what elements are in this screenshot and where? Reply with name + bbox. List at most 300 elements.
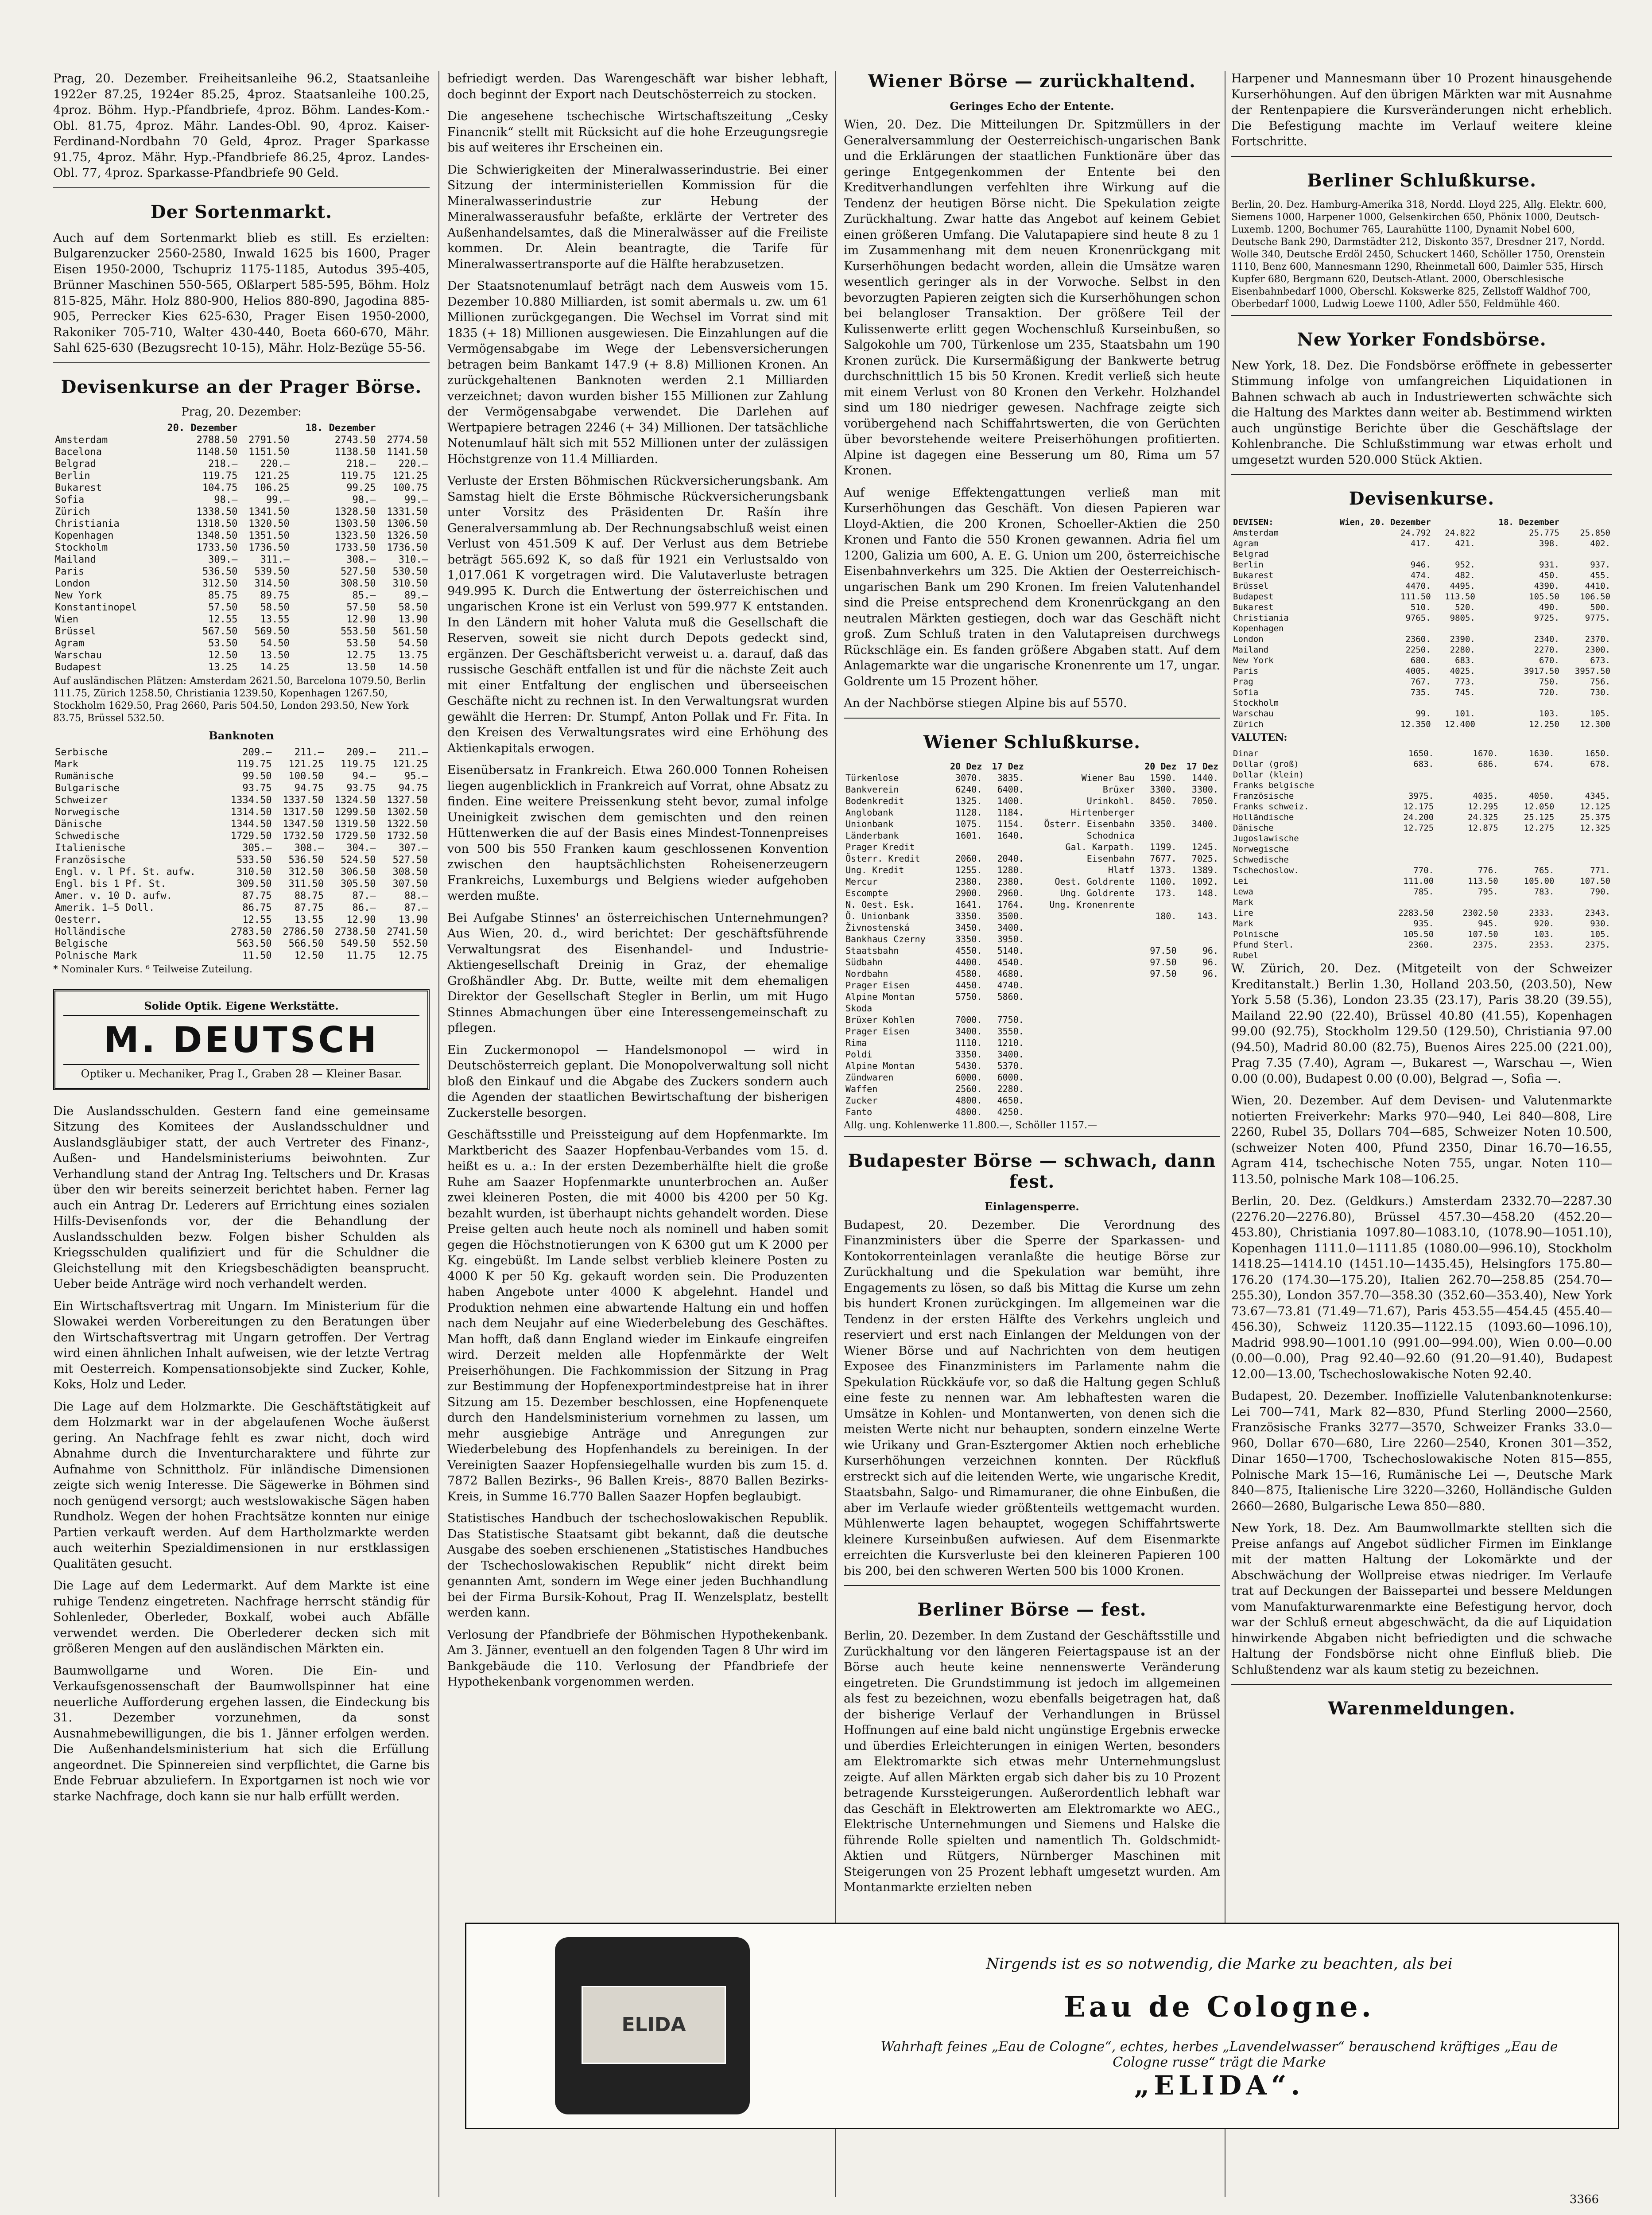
wiener-kurs-value: Österr. Eisenbahn (1044, 818, 1135, 829)
wien-devisen-value (1477, 549, 1561, 560)
wiener-kurs-value: 3500. (997, 910, 1024, 921)
wiener-kurs-value: 173. (1155, 887, 1177, 898)
banknoten-value: 1319.50 (334, 818, 376, 830)
devisen-value: 1306.50 (387, 518, 428, 529)
wiener-schlusskurse-note: Allg. ung. Kohlenwerke 11.800.—, Schöller 1157.— (844, 1119, 1097, 1131)
devisen-label: London (55, 578, 90, 589)
wien-valuten-label: Dinar (1233, 749, 1259, 758)
wien-devisen-value: 4005. (1405, 666, 1431, 676)
wien-valuten-value (1371, 769, 1436, 780)
devisen-row (53, 458, 430, 470)
devisen-value: 89.— (404, 590, 428, 601)
banknoten-value: 305.— (242, 842, 272, 854)
devisen-value: 58.50 (260, 602, 290, 613)
devisen-value: 1733.50 (196, 542, 238, 553)
article-paragraph: Statistisches Handbuch der tschechoslowakischen Republik. Das Statistische Staatsamt gibt bekannt, daß die deutsche Ausgabe des soeben erschienenen „Statistisches Handbuches der Tschechoslowakischen Republik“ nicht direkt beim genannten Amt, sondern im Wege einer jeden Buchhandlung bei der Firma Bursik-Kohout, Prag II. Wenzelsplatz, bestellt werden kann. (447, 1512, 828, 1620)
devisen-value: 119.75 (341, 470, 376, 482)
devisen-label: Warschau (55, 649, 102, 661)
banknoten-value: 1314.50 (230, 806, 272, 818)
wiener-kurs-value (1026, 1106, 1136, 1118)
wien-devisen-value (1477, 623, 1561, 634)
banknoten-value: 211.— (294, 746, 324, 758)
wiener-kurs-value: 3070. (955, 772, 982, 783)
wien-devisen-value: 4495. (1450, 581, 1475, 591)
wien-valuten-label: Franks schweiz. (1233, 802, 1309, 812)
wien-valuten-table (1231, 748, 1612, 961)
devisen-row (53, 470, 430, 482)
wien-valuten-value: 24.325 (1468, 812, 1498, 822)
devisen-header: 18. Dezember (305, 422, 376, 434)
wien-valuten-value: 107.50 (1580, 876, 1610, 886)
wien-devisen-value (1433, 623, 1477, 634)
devisen-value: 99.— (266, 494, 290, 505)
banknoten-value: 94.— (352, 770, 376, 782)
divider (53, 187, 430, 188)
article-paragraph: Ein Zuckermonopol — Handelsmonopol — wird in Deutschösterreich geplant. Die Monopolverwaltung soll nicht bloß den Einkauf und die Abgabe des Zuckers sondern auch die Agenden der staatlichen Bewirtschaftung der bisherigen Zuckerstelle besorgen. (447, 1043, 828, 1120)
wiener-kurs-value: 1280. (997, 864, 1024, 875)
wien-valuten-value: 105.50 (1403, 929, 1434, 939)
wiener-kurs-label: Prager Eisen (845, 979, 910, 991)
devisen-value: 54.50 (260, 637, 290, 649)
wiener-kurs-row (844, 945, 1220, 956)
wiener-kurs-value: Hlatf (1108, 864, 1135, 875)
article-paragraph: Die Lage auf dem Ledermarkt. Auf dem Markte ist eine ruhige Tendenz eingetreten. Nachfrage herrscht ständig für Sohlenleder, Oberleder, Boxkalf, wobei auch Abfälle verwendet werden. Die Oberlederer decken sich mit größeren Mengen auf den ausländischen Märkten ein. (53, 1579, 430, 1655)
wiener-kurs-value: 1110. (955, 1037, 982, 1048)
banknoten-label: Engl. bis 1 Pf. St. (55, 878, 167, 890)
wien-devisen-value: 937. (1590, 560, 1610, 570)
devisen-label: Stockholm (55, 542, 108, 553)
wien-valuten-row (1231, 748, 1612, 759)
banknoten-value: 566.50 (288, 938, 324, 949)
wien-devisen-row (1231, 591, 1612, 602)
wiener-kurs-label: Ung. Kredit (845, 864, 904, 875)
wien-devisen-value: 756. (1590, 677, 1610, 687)
devisen-row (53, 602, 430, 614)
wien-valuten-value: 920. (1534, 919, 1555, 929)
devisen-value: 309.— (208, 554, 238, 565)
wien-devisen-value: 767. (1410, 677, 1431, 687)
wien-valuten-value: 111.00 (1403, 876, 1434, 886)
wiener-kurs-value: Hirtenberger (1070, 807, 1135, 818)
wiener-kurs-value: Urinkohl. (1086, 795, 1135, 806)
wien-devisen-row (1231, 687, 1612, 698)
wiener-kurs-value (1026, 1049, 1136, 1060)
devisen-value: 1338.50 (196, 506, 238, 517)
devisen-value: 220.— (260, 458, 290, 470)
wiener-kurs-value: 7677. (1150, 853, 1177, 864)
wien-valuten-row (1231, 833, 1612, 844)
banknoten-label: Norwegische (55, 806, 120, 818)
ad-brand-name: „ELIDA“. (1134, 2070, 1305, 2101)
banknoten-value: 1347.50 (283, 818, 324, 830)
wiener-kurs-row (844, 1037, 1220, 1049)
wien-valuten-row (1231, 876, 1612, 886)
wiener-kurs-value (1026, 1060, 1136, 1072)
wiener-kurs-label: Türkenlose (845, 772, 899, 783)
article-paragraph: Verlosung der Pfandbriefe der Böhmischen Hypothekenbank. Am 3. Jänner, eventuell an den folgenden Tagen 8 Uhr wird im Bankgebäude die 110. Verlosung der Pfandbriefe der Hypothekenbank vorgenommen werden. (447, 1628, 828, 1689)
wiener-kurs-row (844, 1095, 1220, 1106)
wien-valuten-value: 113.50 (1468, 876, 1498, 886)
wiener-kurs-value (1026, 1037, 1136, 1049)
devisen-value: 553.50 (341, 626, 376, 637)
wien-valuten-row (1231, 769, 1612, 780)
prague-devisen-table (53, 422, 430, 673)
wien-valuten-value (1556, 833, 1612, 844)
banknoten-value: 12.90 (346, 914, 376, 925)
wien-devisen-value: 111.50 (1400, 592, 1431, 602)
column-rule (438, 71, 439, 2197)
wiener-kurs-row (844, 991, 1220, 1003)
wien-devisen-label: Budapest (1233, 592, 1274, 602)
wiener-kurs-row (844, 853, 1220, 864)
wiener-kurs-label: Österr. Kredit (845, 853, 920, 864)
wien-valuten-value: 771. (1590, 866, 1610, 875)
banknoten-value: 12.50 (294, 950, 324, 961)
devisen-label: Brüssel (55, 626, 96, 637)
wien-devisen-label: Christiania (1233, 613, 1289, 623)
banknoten-row (53, 806, 430, 818)
devisen-value: 13.55 (260, 614, 290, 625)
devisen-value: 1323.50 (334, 530, 376, 541)
banknoten-value: 312.50 (288, 866, 324, 878)
banknoten-value: 308.50 (392, 866, 428, 878)
wien-valuten-label: Holländische (1233, 812, 1294, 822)
banknoten-value: 87.75 (242, 890, 272, 902)
devisen-row (53, 566, 430, 578)
col4-articles (1231, 961, 1612, 1678)
banknoten-value: 209.— (242, 746, 272, 758)
article-paragraph: Budapest, 20. Dezember. Inoffizielle Valutenbanknotenkurse: Lei 700—741, Mark 82—830, Pfund Sterling 2000—2560, Französische Franks 3277—3570, Schweizer Franks 33.0—960, Dollar 670—680, Lire 2260—2540, Kronen 301—352, Dinar 1650—1700, Tschechoslowakische Noten 815—855, Polnische Mark 15—16, Rumänische Lei —, Deutsche Mark 840—875, Italienische Lire 3220—3260, Holländische Gulden 2660—2680, Bulgarische Lewa 850—880. (1231, 1389, 1612, 1513)
wien-devisen-value: 673. (1590, 656, 1610, 665)
wiener-kurs-value (1179, 807, 1220, 818)
wiener-kurs-value: 2060. (955, 853, 982, 864)
wien-devisen-label: Agram (1233, 539, 1259, 548)
wiener-kurs-row (844, 1072, 1220, 1083)
banknoten-label: Schwedische (55, 830, 120, 842)
banknoten-value: 121.25 (392, 758, 428, 770)
wiener-kurs-value (1026, 910, 1136, 922)
wiener-kurs-value: 3300. (1150, 784, 1177, 795)
wiener-kurs-value (1179, 933, 1220, 945)
wien-valuten-value: 1670. (1473, 749, 1498, 758)
wien-devisen-value: 12.250 (1529, 719, 1559, 729)
wien-devisen-row (1231, 538, 1612, 549)
heading-devisenkurse-prag: Devisenkurse an der Prager Börse. (61, 376, 422, 397)
banknoten-row (53, 866, 430, 878)
devisen-row (53, 626, 430, 637)
devisen-value: 100.75 (392, 482, 428, 494)
wiener-kurs-row (844, 876, 1220, 887)
banknoten-value: 311.50 (288, 878, 324, 890)
banknoten-value: 2741.50 (387, 926, 428, 937)
wiener-kurs-row (844, 1049, 1220, 1060)
devisen-value: 1141.50 (387, 446, 428, 458)
devisen-value: 1303.50 (334, 518, 376, 529)
wiener-kurs-value: 143. (1197, 910, 1218, 921)
wien-valuten-value (1556, 855, 1612, 865)
devisen-value: 308.— (346, 554, 376, 565)
wiener-kurs-value: 3400. (997, 922, 1024, 933)
wien-devisen-value: 455. (1590, 571, 1610, 580)
wien-valuten-value: 683. (1413, 759, 1434, 769)
elida-eau-de-cologne-ad (465, 1923, 1619, 2129)
divider (1231, 474, 1612, 475)
wien-devisen-value: 670. (1539, 656, 1559, 665)
wiener-kurs-value (1136, 1049, 1178, 1060)
wien-devisen-table (1231, 517, 1612, 730)
wiener-kurs-row (844, 1003, 1220, 1014)
banknoten-row (53, 842, 430, 854)
deutsch-optiker-ad (53, 989, 430, 1090)
wien-valuten-label: Schwedische (1233, 855, 1289, 865)
devisen-value: 1328.50 (334, 506, 376, 517)
wien-valuten-value: 12.125 (1580, 802, 1610, 812)
wiener-kurs-value (1136, 830, 1178, 841)
wien-valuten-value (1371, 844, 1436, 855)
banknoten-value: 93.75 (242, 782, 272, 794)
devisen-value: 53.50 (208, 637, 238, 649)
wien-devisen-value: 2280. (1450, 645, 1475, 655)
wien-valuten-value: 686. (1477, 759, 1498, 769)
heading-banknoten: Banknoten (209, 729, 274, 742)
wiener-kurs-value: 1075. (955, 818, 982, 829)
banknoten-value: 524.50 (341, 854, 376, 866)
wiener-kurs-label: Staatsbahn (845, 945, 899, 956)
wiener-kurs-label: Alpine Montan (845, 991, 915, 1002)
devisen-value: 89.75 (260, 590, 290, 601)
wien-valuten-value: 12.875 (1468, 823, 1498, 833)
wiener-kurs-value (1136, 1026, 1178, 1037)
wien-valuten-row (1231, 929, 1612, 940)
devisen-value: 57.50 (208, 602, 238, 613)
wien-valuten-value: 795. (1477, 887, 1498, 897)
bottle-label: ELIDA (582, 1986, 726, 2064)
wien-valuten-value: 945. (1477, 919, 1498, 929)
wiener-kurs-value: 7050. (1191, 795, 1218, 806)
wiener-kurs-label: Bodenkredit (845, 795, 904, 806)
article-paragraph: Verluste der Ersten Böhmischen Rückversicherungsbank. Am Samstag hielt die Erste Böhmische Rückversicherungsbank unter Vorsitz des Präsidenten Dr. Rašín ihre Generalversammlung ab. Der Rechnungsabschluß weist einen Verlust von 451.509 K auf. Der Verlust aus dem Betriebe beträgt 565.692 K, so daß für 1921 ein Verlustsaldo von 1,017.061 K vorgetragen wird. Die Valutaverluste betragen 949.995 K. Durch die Entwertung der österreichischen und ungarischen Krone ist ein Verlust von 599.977 K entstanden. In den Ländern mit hoher Valuta muß die Gesellschaft die Reserven, soweit sie nicht durch Depots gedeckt sind, ergänzen. Der Geschäftsbericht verweist u. a. darauf, daß das russische Geschäft entfallen ist und für die nächste Zeit auch mit einer Entfaltung der englischen und überseeischen Geschäfte nicht zu rechnen ist. In den Verwaltungsrat wurden gewählt die Herren: Dr. Stumpf, Anton Pollak und Fr. Fita. In den Kreisen des Verwaltungsrates wird eine Erhöhung des Aktienkapitals erwogen. (447, 474, 828, 755)
wiener-kurs-value: 4740. (997, 979, 1024, 991)
article-paragraph: Geschäftsstille und Preissteigung auf dem Hopfenmarkte. Im Marktbericht des Saazer Hopfenbau-Verbandes vom 15. d. heißt es u. a.: In der ersten Dezemberhälfte hielt die große Ruhe am Saazer Hopfenmarkte ununterbrochen an. Außer zwei kleineren Posten, die mit 4000 bis 4200 per 50 Kg. bezahlt wurden, ist überhaupt nichts gehandelt worden. Diese Preise gelten auch heute noch als nominell und haben somit gegen die Höchstnotierungen von K 6300 gut um K 2000 per Kg. eingebüßt. Im Lande selbst verblieb kleinere Posten zu 4000 K per 50 Kg. gekauft worden sein. Die Produzenten haben Angebote unter 4000 K abgelehnt. Handel und Produktion nehmen eine abwartende Haltung ein und hoffen nach dem Neujahr auf eine Wiederbelebung des Geschäftes. Man hofft, daß dann England wieder im Einkaufe eingreifen wird. Derzeit melden alle Hopfenmärkte der Welt Preiserhöhungen. Die Fachkommission der Sitzung in Prag zur Bestimmung der Hopfenexportmindestpreise hat in ihrer Sitzung am 15. Dezember beschlossen, eine Hopfenenquete durch den Handelsministerium vornehmen zu lassen, um mehr ausgiebige Anträge und Anregungen zur Wiederbelebung des Hopfenhandels zu bereinigen. In der Vereinigten Saazer Hopfensiegelhalle wurden bis zum 15. d. 7872 Ballen Bezirks-, 96 Ballen Kreis-, 8870 Ballen Bezirks-Kreis, in Summe 16.770 Ballen Saazer Hopfen beglaubigt. (447, 1128, 828, 1504)
wien-devisen-label: Amsterdam (1233, 528, 1279, 538)
wiener-kurs-value: 1210. (997, 1037, 1024, 1048)
wiener-kurs-label: Zucker (845, 1095, 878, 1106)
heading-new-yorker-fondsboerse: New Yorker Fondsbörse. (1297, 329, 1547, 350)
wien-devisen-header: 18. Dezember (1498, 517, 1559, 527)
wien-valuten-value (1371, 833, 1436, 844)
banknoten-value: 1322.50 (387, 818, 428, 830)
banknoten-value: 304.— (346, 842, 376, 854)
devisen-row (53, 542, 430, 554)
wiener-kurs-value: 1590. (1150, 772, 1177, 783)
banknoten-row (53, 890, 430, 902)
wiener-kurs-row (844, 795, 1220, 807)
wien-valuten-label: Jugoslawische (1233, 834, 1299, 843)
wien-valuten-label: Dollar (groß) (1233, 759, 1299, 769)
wiener-kurs-header: 20 Dez (950, 761, 982, 772)
wiener-kurs-label: Nordbahn (845, 968, 888, 979)
wien-devisen-value: 105.50 (1529, 592, 1559, 602)
wien-valuten-value (1435, 833, 1500, 844)
devisen-label: Mailand (55, 554, 96, 565)
devisen-value: 567.50 (202, 626, 238, 637)
heading-berliner-boerse: Berliner Börse — fest. (917, 1599, 1147, 1620)
devisen-label: Sofia (55, 494, 85, 505)
wien-valuten-row (1231, 918, 1612, 929)
banknoten-value: 536.50 (288, 854, 324, 866)
wiener-kurs-label: N. Oest. Esk. (845, 899, 915, 910)
article-paragraph: Die Schwierigkeiten der Mineralwasserindustrie. Bei einer Sitzung der interministeriellen Kommission für die Mineralwasserindustrie zur Hebung der Mineralwasserausfuhr befaßte, erklärte der Vertreter des Außenhandelsamtes, daß die Mineralwässer auf die Freiliste kommen. Dr. Alein beantragte, die Tarife für Mineralwassertransporte auf die Hälfte herabzusetzen. (447, 163, 828, 271)
wiener-kurs-row (844, 899, 1220, 910)
ad-tagline: Solide Optik. Eigene Werkstätte. (63, 999, 419, 1016)
wiener-kurs-value: Schodnica (1086, 830, 1135, 841)
wien-valuten-value: 103. (1534, 929, 1555, 939)
wien-valuten-value (1556, 780, 1612, 791)
wiener-kurs-value: 1245. (1191, 841, 1218, 852)
wiener-kurs-value (1136, 991, 1178, 1003)
column-2 (447, 71, 828, 1696)
wiener-kurs-label: Länderbank (845, 830, 899, 841)
devisen-label: Wien (55, 614, 78, 625)
wien-valuten-value (1371, 855, 1436, 865)
wiener-kurs-value: 4680. (997, 968, 1024, 979)
wiener-kurs-value (942, 841, 984, 853)
wien-devisen-row (1231, 560, 1612, 570)
banknoten-label: Mark (55, 758, 78, 770)
page-number: 3366 (1569, 2193, 1599, 2206)
wien-valuten-value: 12.725 (1403, 823, 1434, 833)
wiener-kurs-row (844, 968, 1220, 979)
wien-valuten-value: 12.325 (1580, 823, 1610, 833)
wiener-kurs-value (1136, 899, 1178, 910)
devisen-value: 99.25 (346, 482, 376, 494)
wien-valuten-value (1371, 897, 1436, 908)
banknoten-row (53, 926, 430, 938)
new-york-text: New York, 18. Dez. Die Fondsbörse eröffnete in gebesserter Stimmung infolge von umfangreichen Liquidationen in Bahnen schwach ab auch in Industriewerten schwächte sich die Haltung des Marktes dann weiter ab. Bestimmend wirkten auch ungünstige Berichte über die Geschäftslage der Kohlenbranche. Die Schlußstimmung war etwas erholt und umgesetzt wurden 520.000 Stück Aktien. (1231, 358, 1612, 467)
banknoten-value: 305.50 (341, 878, 376, 890)
wiener-kurs-value: 1764. (997, 899, 1024, 910)
devisen-value: 13.50 (260, 649, 290, 661)
banknoten-note: * Nominaler Kurs. ⁶ Teilweise Zuteilung. (53, 964, 253, 975)
wien-devisen-row (1231, 602, 1612, 613)
devisen-value: 121.25 (392, 470, 428, 482)
wien-valuten-value (1435, 950, 1500, 961)
wiener-kurs-value: 3300. (1191, 784, 1218, 795)
wien-devisen-value (1309, 698, 1433, 708)
article-paragraph: Bei Aufgabe Stinnes' an österreichischen Unternehmungen? Aus Wien, 20. d., wird berichtet: Der geschäftsführende Verwaltungsrat des Eisenhandel- und Industrie-Aktiengesellschaft Dreinig in Graz, der ehemalige Großhändler Abg. Dr. Butte, weilte mit dem ehemaligen Direktor der Gesellschaft Stegler in Berlin, um mit Hugo Stinnes Abmachungen über eine Interessengemeinschaft zu pflegen. (447, 911, 828, 1035)
wiener-boerse-paragraph: Auf wenige Effektengattungen verließ man mit Kurserhöhungen das Geschäft. Von diesen Papieren war Lloyd-Aktien, die 200 Kronen, Schoeller-Aktien die 250 Kronen und Fanto die 550 Kronen gewannen. Adria fiel um 1200, Galizia um 600, A. E. G. Union um 200, österreichische Eisenbahnverkehrs um 325. Die Aktien der Oesterreichisch-ungarischen Bank um 290 Kronen. Im freien Valutenhandel sind die Preise entsprechend dem Kronenrückgang an den neutralen Märkten gestiegen, doch war das Geschäft nicht groß. Zum Schluß traten in den Valutapreisen durchwegs Rückschläge ein. Es fanden größere Abgaben statt. Auf dem Anlagemarkte war die ungarische Kronenrente um 17, ungar. Goldrente um 15 Prozent höher. (844, 486, 1220, 688)
banknoten-table (53, 746, 430, 962)
wien-valuten-value (1556, 844, 1612, 855)
wiener-kurs-value: 4650. (997, 1095, 1024, 1106)
valuten-label: VALUTEN: (1231, 732, 1287, 743)
wiener-kurs-header: 20 Dez (1144, 761, 1177, 772)
wien-valuten-label: Lewa (1233, 887, 1253, 897)
banknoten-value: 1344.50 (230, 818, 272, 830)
wien-devisen-value (1561, 698, 1612, 708)
banknoten-value: 1732.50 (283, 830, 324, 842)
wien-devisen-value: 735. (1410, 688, 1431, 697)
banknoten-row (53, 950, 430, 962)
divider (844, 1585, 1220, 1586)
devisen-value: 527.50 (341, 566, 376, 577)
wien-valuten-row (1231, 844, 1612, 855)
wien-valuten-row (1231, 886, 1612, 897)
wien-valuten-value (1435, 769, 1500, 780)
banknoten-row (53, 914, 430, 926)
wiener-kurs-value: 2380. (997, 876, 1024, 887)
wiener-kurs-label: Živnostenská (845, 922, 910, 933)
wiener-kurs-value (1179, 1014, 1220, 1026)
banknoten-value: 1299.50 (334, 806, 376, 818)
banknoten-value: 549.50 (341, 938, 376, 949)
banknoten-value: 12.75 (398, 950, 428, 961)
wien-devisen-value: 4025. (1450, 666, 1475, 676)
wien-valuten-label: Lei (1233, 876, 1249, 886)
wiener-kurs-value: 8450. (1150, 795, 1177, 806)
banknoten-label: Polnische Mark (55, 950, 137, 961)
wien-devisen-value: 490. (1539, 602, 1559, 612)
devisen-label: Amsterdam (55, 434, 108, 446)
wiener-kurs-label: Poldi (845, 1049, 873, 1060)
devisen-label: Belgrad (55, 458, 96, 470)
wiener-kurs-value (1179, 1003, 1220, 1014)
wiener-kurs-value: Ung. Goldrente (1060, 887, 1135, 898)
wien-devisen-value: 24.822 (1445, 528, 1475, 538)
devisen-value: 2743.50 (334, 434, 376, 446)
wien-devisen-label: Paris (1233, 666, 1259, 676)
wien-devisen-row (1231, 676, 1612, 687)
devisen-row (53, 661, 430, 673)
devisen-value: 1341.50 (248, 506, 290, 517)
wien-devisen-value (1309, 549, 1433, 560)
wien-devisen-value: 510. (1410, 602, 1431, 612)
wien-devisen-row (1231, 666, 1612, 676)
wien-valuten-label: Rubel (1233, 951, 1259, 960)
wien-devisen-value: 946. (1410, 560, 1431, 570)
banknoten-value: 88.— (404, 890, 428, 902)
devisen-header (378, 422, 430, 434)
wien-valuten-value (1500, 844, 1556, 855)
wien-devisen-value: 450. (1539, 571, 1559, 580)
devisen-value: 58.50 (398, 602, 428, 613)
banknoten-value: 119.75 (341, 758, 376, 770)
banknoten-value: 306.50 (341, 866, 376, 878)
devisen-label: Konstantinopel (55, 602, 137, 613)
wien-devisen-value: 106.50 (1580, 592, 1610, 602)
heading-budapester-boerse: Budapester Börse — schwach, dann fest. (848, 1150, 1216, 1192)
banknoten-value: 308.— (294, 842, 324, 854)
wiener-kurs-value: 2380. (955, 876, 982, 887)
devisen-label: Budapest (55, 661, 102, 673)
wien-devisen-value: 3957.50 (1574, 666, 1610, 676)
devisen-label: Berlin (55, 470, 90, 482)
wien-valuten-value: 4035. (1473, 791, 1498, 801)
devisen-value: 536.50 (202, 566, 238, 577)
wien-devisen-value: 402. (1590, 539, 1610, 548)
devisen-value: 310.— (398, 554, 428, 565)
devisen-value: 12.50 (208, 649, 238, 661)
wien-valuten-label: Französische (1233, 791, 1294, 801)
banknoten-value: 13.55 (294, 914, 324, 925)
wiener-kurs-value (1136, 1003, 1178, 1014)
wien-valuten-value (1500, 855, 1556, 865)
wien-devisen-row (1231, 719, 1612, 730)
devisen-value: 530.50 (392, 566, 428, 577)
prague-bond-report: Prag, 20. Dezember. Freiheitsanleihe 96.2, Staatsanleihe 1922er 87.25, 1924er 85.25, 4proz. Staatsanleihe 100.25, 4proz. Böhm. Hyp.-Pfandbriefe, 4proz. Böhm. Landes-Kom.-Obl. 81.75, 4proz. Mähr. Landes-Obl. 90, 4proz. Kaiser-Ferdinand-Nordbahn 70 Geld, 4proz. Prager Sparkasse 91.75, 4proz. Mähr. Hyp.-Pfandbriefe 86.25, 4proz. Landes-Obl. 77, 4proz. Sparkasse-Pfandbriefe 90 Geld. (53, 72, 430, 180)
wiener-kurs-value: 4540. (997, 956, 1024, 968)
heading-devisenkurse: Devisenkurse. (1349, 488, 1495, 509)
